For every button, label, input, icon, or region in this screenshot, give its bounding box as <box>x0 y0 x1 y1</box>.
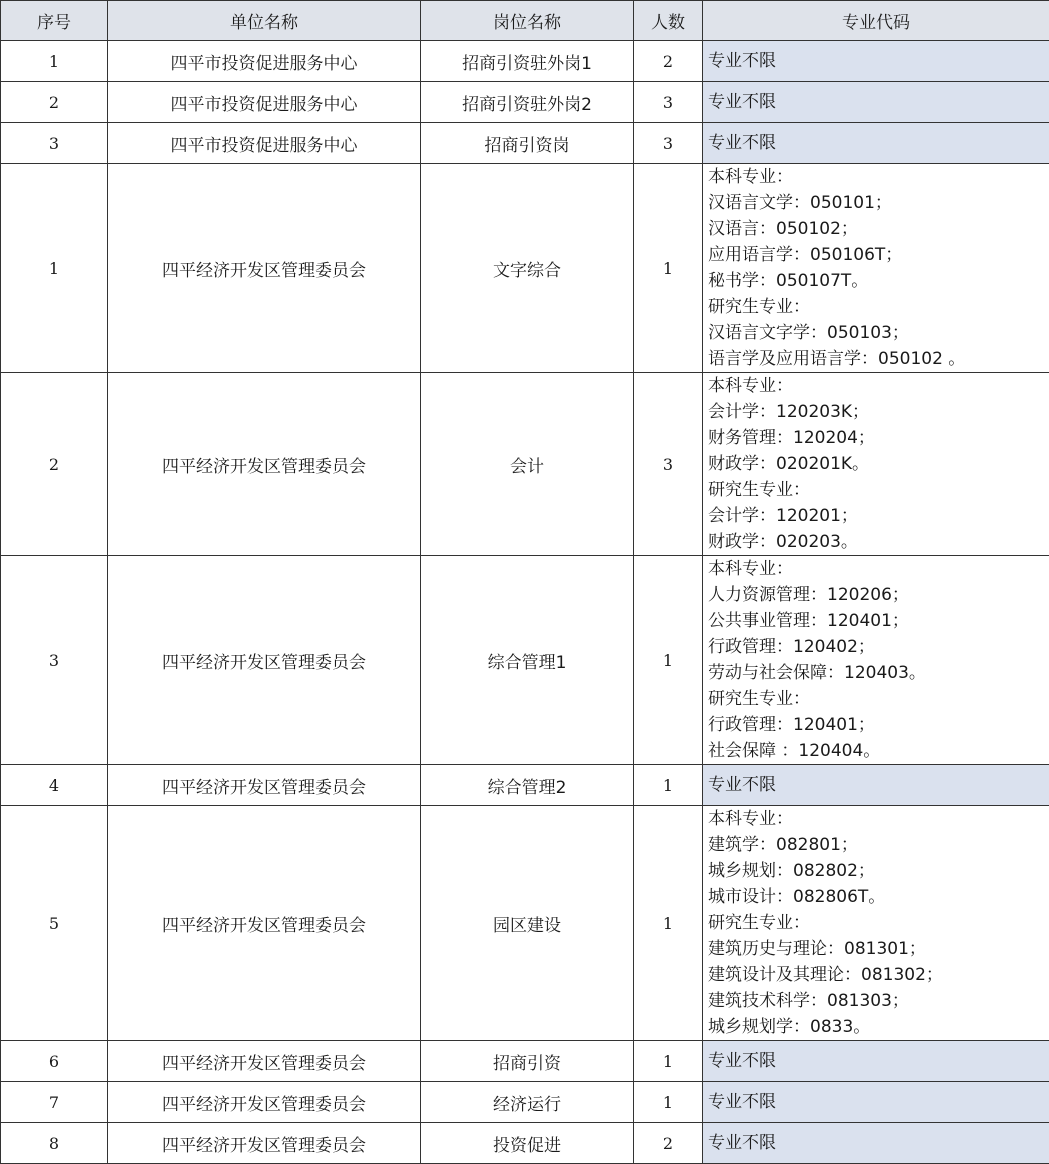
table-row <box>1 82 1049 123</box>
major-line: 应用语言学：050106T； <box>708 242 1049 268</box>
headcount-cell: 1 <box>634 556 703 765</box>
post-name-cell: 招商引资岗 <box>421 123 634 164</box>
major-line: 本科专业： <box>708 373 1049 399</box>
major-line: 会计学：120201； <box>708 503 1049 529</box>
major-code-cell <box>703 164 1049 373</box>
headcount-cell: 1 <box>634 1082 703 1123</box>
major-line: 城乡规划：082802； <box>708 858 1049 884</box>
major-code-cell <box>703 41 1049 82</box>
table-row <box>1 123 1049 164</box>
unit-name-cell: 四平市投资促进服务中心 <box>108 82 421 123</box>
unit-name-cell: 四平经济开发区管理委员会 <box>108 1082 421 1123</box>
seq-cell: 5 <box>1 806 108 1041</box>
seq-cell: 1 <box>1 41 108 82</box>
unit-name-cell: 四平经济开发区管理委员会 <box>108 373 421 556</box>
headcount-cell: 3 <box>634 373 703 556</box>
table-row <box>1 806 1049 1041</box>
major-line: 建筑技术科学：081303； <box>708 988 1049 1014</box>
unit-name-cell: 四平经济开发区管理委员会 <box>108 164 421 373</box>
major-code-cell <box>703 123 1049 164</box>
major-code-cell <box>703 373 1049 556</box>
table-body <box>1 41 1049 1164</box>
header-unit: 单位名称 <box>108 1 421 41</box>
headcount-cell: 3 <box>634 123 703 164</box>
post-name-cell: 综合管理2 <box>421 765 634 806</box>
table-row <box>1 1123 1049 1164</box>
headcount-cell: 1 <box>634 765 703 806</box>
header-seq: 序号 <box>1 1 108 41</box>
major-line: 专业不限 <box>708 1048 1049 1074</box>
unit-name-cell: 四平市投资促进服务中心 <box>108 123 421 164</box>
table-row <box>1 1041 1049 1082</box>
major-code-cell <box>703 82 1049 123</box>
seq-cell: 6 <box>1 1041 108 1082</box>
major-line: 财政学：020201K。 <box>708 451 1049 477</box>
major-line: 汉语言：050102； <box>708 216 1049 242</box>
headcount-cell: 1 <box>634 164 703 373</box>
table-row <box>1 765 1049 806</box>
major-code-cell <box>703 1123 1049 1164</box>
unit-name-cell: 四平经济开发区管理委员会 <box>108 806 421 1041</box>
major-line: 专业不限 <box>708 48 1049 74</box>
major-line: 专业不限 <box>708 1089 1049 1115</box>
post-name-cell: 文字综合 <box>421 164 634 373</box>
post-name-cell: 综合管理1 <box>421 556 634 765</box>
unit-name-cell: 四平经济开发区管理委员会 <box>108 1123 421 1164</box>
headcount-cell: 2 <box>634 1123 703 1164</box>
unit-name-cell: 四平经济开发区管理委员会 <box>108 1041 421 1082</box>
table-row <box>1 556 1049 765</box>
major-line: 秘书学：050107T。 <box>708 268 1049 294</box>
major-line: 专业不限 <box>708 1130 1049 1156</box>
major-line: 财务管理：120204； <box>708 425 1049 451</box>
major-code-cell <box>703 765 1049 806</box>
major-line: 语言学及应用语言学：050102 。 <box>708 346 1049 372</box>
major-code-cell <box>703 1082 1049 1123</box>
major-line: 会计学：120203K； <box>708 399 1049 425</box>
table-row <box>1 1082 1049 1123</box>
seq-cell: 3 <box>1 123 108 164</box>
major-line: 行政管理：120402； <box>708 634 1049 660</box>
headcount-cell: 1 <box>634 806 703 1041</box>
post-name-cell: 会计 <box>421 373 634 556</box>
headcount-cell: 2 <box>634 41 703 82</box>
major-line: 城乡规划学：0833。 <box>708 1014 1049 1040</box>
headcount-cell: 1 <box>634 1041 703 1082</box>
seq-cell: 7 <box>1 1082 108 1123</box>
major-line: 社会保障 ：120404。 <box>708 738 1049 764</box>
post-name-cell: 招商引资驻外岗1 <box>421 41 634 82</box>
major-line: 汉语言文字学：050103； <box>708 320 1049 346</box>
major-line: 研究生专业： <box>708 910 1049 936</box>
post-name-cell: 招商引资 <box>421 1041 634 1082</box>
major-line: 本科专业： <box>708 164 1049 190</box>
seq-cell: 4 <box>1 765 108 806</box>
major-line: 财政学：020203。 <box>708 529 1049 555</box>
unit-name-cell: 四平经济开发区管理委员会 <box>108 556 421 765</box>
major-line: 研究生专业： <box>708 686 1049 712</box>
header-post: 岗位名称 <box>421 1 634 41</box>
table-row <box>1 164 1049 373</box>
major-code-cell <box>703 556 1049 765</box>
seq-cell: 8 <box>1 1123 108 1164</box>
table-row <box>1 373 1049 556</box>
header-row <box>1 1 1049 41</box>
major-line: 研究生专业： <box>708 477 1049 503</box>
post-name-cell: 招商引资驻外岗2 <box>421 82 634 123</box>
unit-name-cell: 四平经济开发区管理委员会 <box>108 765 421 806</box>
seq-cell: 2 <box>1 373 108 556</box>
major-line: 建筑学：082801； <box>708 832 1049 858</box>
major-code-cell <box>703 1041 1049 1082</box>
major-line: 本科专业： <box>708 806 1049 832</box>
major-line: 专业不限 <box>708 772 1049 798</box>
major-line: 建筑设计及其理论：081302； <box>708 962 1049 988</box>
major-code-cell <box>703 806 1049 1041</box>
major-line: 汉语言文学：050101； <box>708 190 1049 216</box>
seq-cell: 3 <box>1 556 108 765</box>
header-count: 人数 <box>634 1 703 41</box>
major-line: 劳动与社会保障：120403。 <box>708 660 1049 686</box>
major-line: 公共事业管理：120401； <box>708 608 1049 634</box>
seq-cell: 1 <box>1 164 108 373</box>
major-line: 专业不限 <box>708 130 1049 156</box>
post-name-cell: 经济运行 <box>421 1082 634 1123</box>
major-line: 专业不限 <box>708 89 1049 115</box>
major-line: 建筑历史与理论：081301； <box>708 936 1049 962</box>
major-line: 研究生专业： <box>708 294 1049 320</box>
seq-cell: 2 <box>1 82 108 123</box>
post-name-cell: 园区建设 <box>421 806 634 1041</box>
post-name-cell: 投资促进 <box>421 1123 634 1164</box>
headcount-cell: 3 <box>634 82 703 123</box>
major-line: 行政管理：120401； <box>708 712 1049 738</box>
major-line: 人力资源管理：120206； <box>708 582 1049 608</box>
major-line: 本科专业： <box>708 556 1049 582</box>
header-major: 专业代码 <box>703 1 1049 41</box>
major-line: 城市设计：082806T。 <box>708 884 1049 910</box>
unit-name-cell: 四平市投资促进服务中心 <box>108 41 421 82</box>
table-row <box>1 41 1049 82</box>
